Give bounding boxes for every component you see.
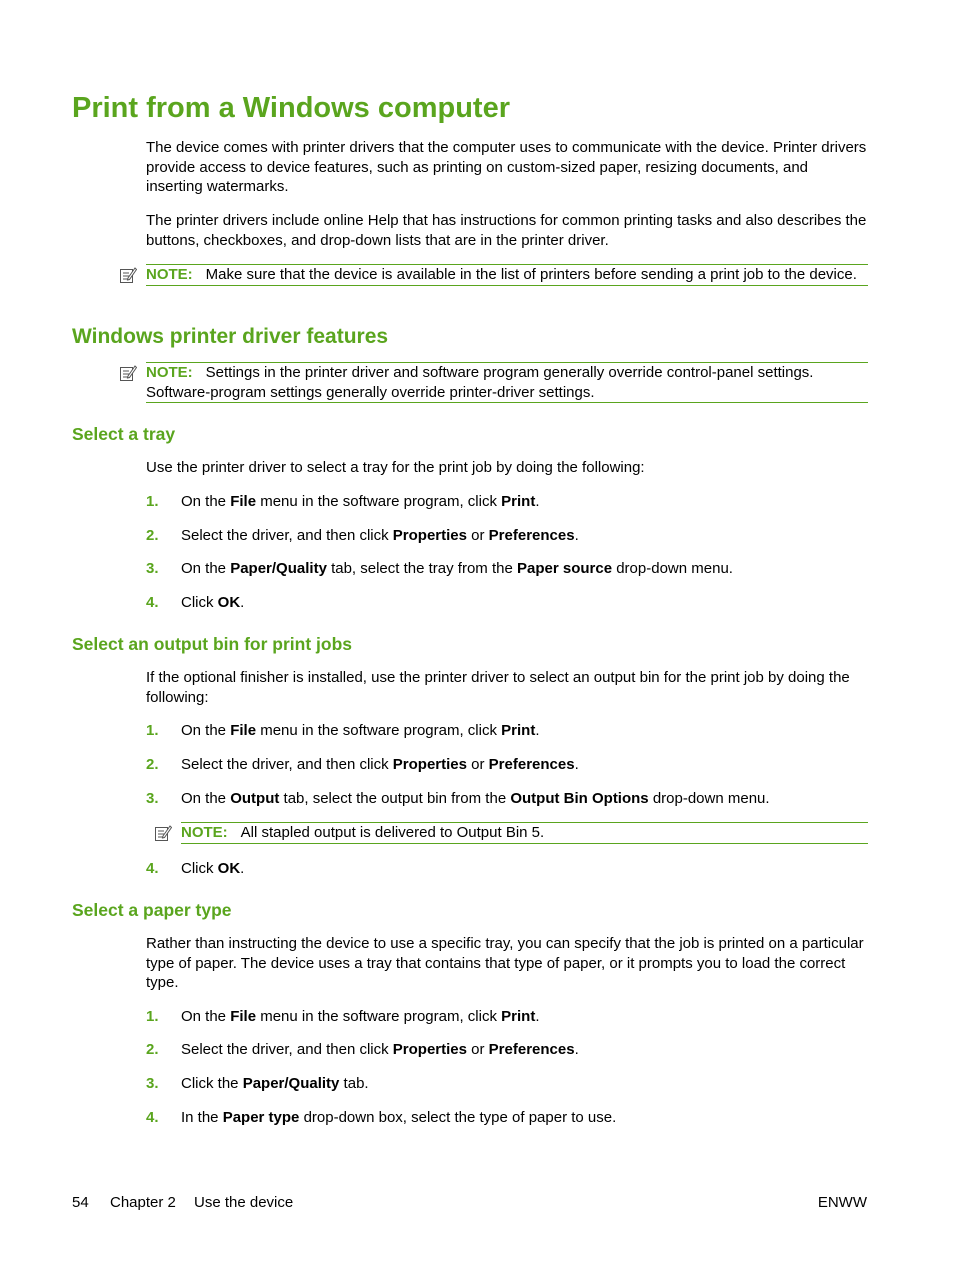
page-title: Print from a Windows computer	[72, 92, 510, 124]
section-heading-select-tray: Select a tray	[72, 424, 176, 444]
section-heading-driver-features: Windows printer driver features	[72, 325, 389, 348]
note-text: Make sure that the device is available in the list of printers before sending a print job to the device.	[205, 266, 857, 283]
footer-chapter-title: Use the device	[194, 1194, 294, 1211]
section-heading-output-bin: Select an output bin for print jobs	[72, 634, 352, 654]
tray-intro: Use the printer driver to select a tray for the print job by doing the following:	[146, 459, 645, 476]
note-box-stapled	[181, 822, 868, 844]
note-box-devices	[146, 264, 868, 286]
note-box-override	[146, 362, 868, 403]
document-page: Print from a Windows computer The device comes with printer drivers that the computer uses to communicate with the device. Printer drivers provide access to device features, such as printing on custom-sized paper, resizing documents, and inserting watermarks. The printer drivers include online Help that has instructions for common printing tasks and also describes the buttons, checkboxes, and drop-down lists that are in the printer driver. NOTE: Make sure that the device is available in the list of printers before sending a print job to the device. Windows printer driver features NOTE: Settings in the printer driver and software program generally override control-panel settings. Software-program settings generally override printer-driver settings. Select a tray Use the printer driver to select a tray for the print job by doing the following: 1. On the File menu in the software program, click Print. 2. Select the driver, and then click Properties or Preferences. 3. On the Paper/Quality tab, select the tray from the Paper source drop-down menu. 4. Click OK. Select an output bin for print jobs If the optional finisher is installed, use the printer driver to select an output bin for the print job by doing the following: 1. On the File menu in the software program, click Print. 2. Select the driver, and then click Properties or Preferences. 3. On the Output tab, select the output bin from the Output Bin Options drop-down menu. NOTE: All stapled output is delivered to Output Bin 5. 4. Click OK. Select a paper type Rather than instructing the device to use a specific tray, you can specify that the job is printed on a particular type of paper. The device uses a tray that contains that type of paper, or it prompts you to load the correct type. 1. On the File menu in the software program, click Print. 2. Select the driver, and then click Properties or Preferences. 3. Click the Paper/Quality tab. 4. In the Paper type drop-down box, select the type of paper to use. 54 Chapter 2 Use the device ENWW	[72, 92, 867, 1211]
note-label: NOTE:	[146, 266, 193, 283]
section-heading-paper-type: Select a paper type	[72, 900, 232, 920]
note-label: NOTE:	[181, 824, 228, 841]
paper-intro: Rather than instructing the device to use a specific tray, you can specify that the job is printed on a particular type of paper. The device uses a tray that contains that type of paper, or it prompts you to load the correct type.	[146, 935, 864, 991]
note-icon	[119, 266, 137, 284]
intro-paragraph-2: The printer drivers include online Help that has instructions for common printing tasks and also describes the buttons, checkboxes, and drop-down lists that are in the printer driver.	[146, 212, 867, 249]
note-icon	[119, 364, 137, 382]
footer-page-number: 54	[72, 1194, 89, 1211]
footer-chapter: Chapter 2	[110, 1194, 176, 1211]
footer-code: ENWW	[817, 1194, 867, 1211]
note-icon	[154, 824, 172, 842]
note-label: NOTE:	[146, 364, 193, 381]
bin-intro: If the optional finisher is installed, use the printer driver to select an output bin for the print job by doing the following:	[146, 669, 850, 706]
note-text: Settings in the printer driver and software program generally override control-panel settings. Software-program settings generally override printer-driver settings.	[146, 364, 814, 401]
intro-paragraph-1: The device comes with printer drivers that the computer uses to communicate with the device. Printer drivers provide access to device features, such as printing on custom-sized paper, resizing documents, and inserting watermarks.	[146, 139, 867, 195]
note-text: All stapled output is delivered to Output Bin 5.	[240, 824, 545, 841]
